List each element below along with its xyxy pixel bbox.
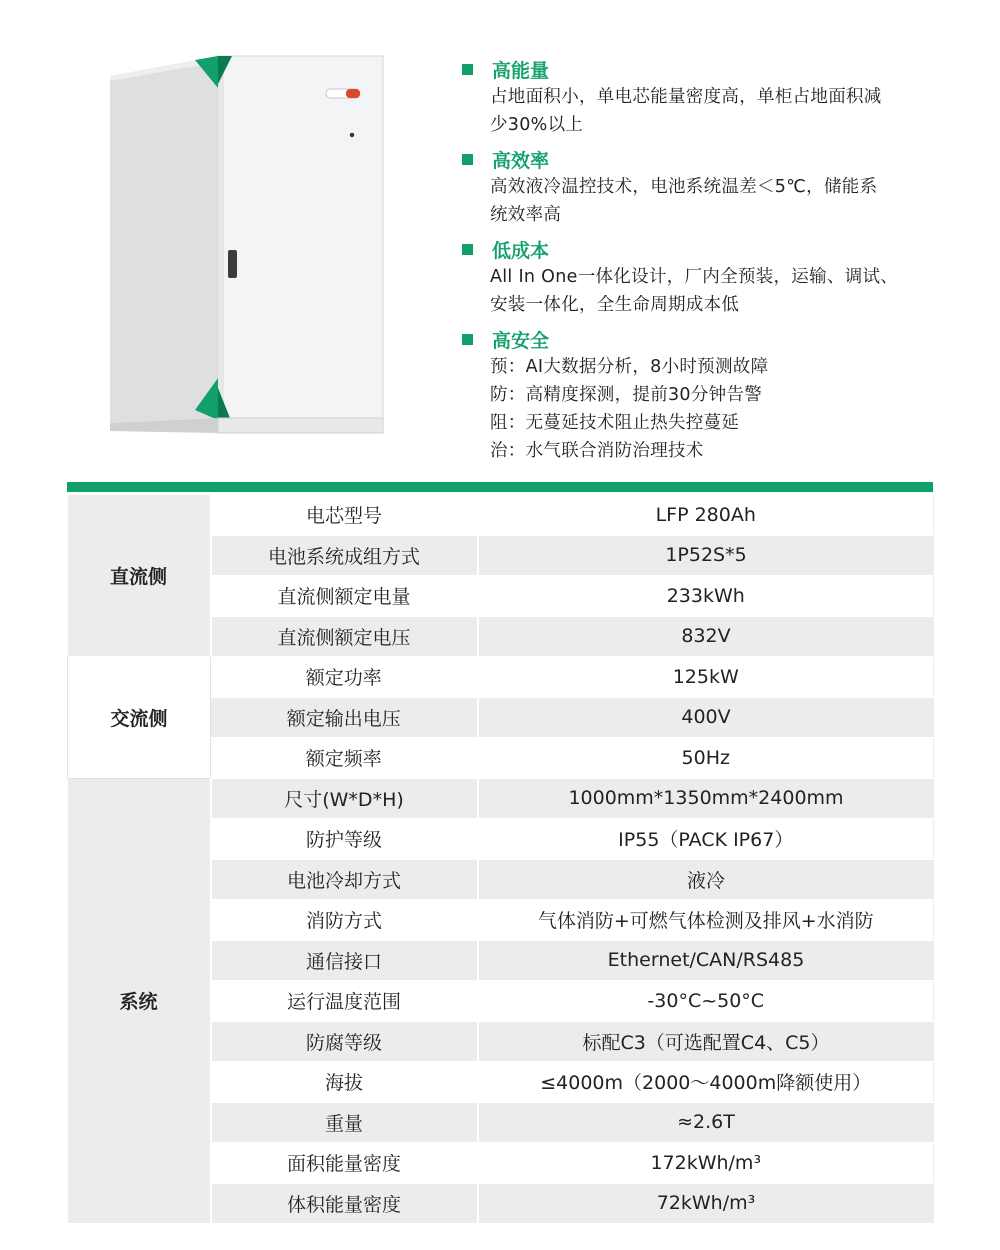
row-name: 海拔: [211, 1062, 478, 1103]
feature-high-safety: [460, 325, 960, 465]
row-value: LFP 280Ah: [478, 495, 934, 535]
row-name: 防腐等级: [211, 1021, 478, 1062]
feature-list: [460, 55, 960, 471]
row-name: 电芯型号: [211, 495, 478, 535]
row-value: ≤4000m（2000～4000m降额使用）: [478, 1062, 934, 1103]
row-value: 气体消防+可燃气体检测及排风+水消防: [478, 900, 934, 941]
section-label-system: 系统: [68, 778, 211, 1224]
table-top-bar: [67, 482, 933, 492]
table-row: [68, 495, 934, 535]
row-name: 体积能量密度: [211, 1183, 478, 1224]
row-value: 72kWh/m³: [478, 1183, 934, 1224]
row-name: 额定功率: [211, 657, 478, 698]
feature-line: 安装一体化，全生命周期成本低: [490, 295, 740, 315]
table-row: [68, 657, 934, 698]
row-name: 防护等级: [211, 819, 478, 860]
feature-line: 阻：无蔓延技术阻止热失控蔓延: [490, 413, 740, 433]
row-value: ≈2.6T: [478, 1102, 934, 1143]
row-name: 额定输出电压: [211, 697, 478, 738]
row-value: Ethernet/CAN/RS485: [478, 940, 934, 981]
spec-table: [67, 495, 934, 1224]
row-name: 尺寸(W*D*H): [211, 778, 478, 819]
feature-line: 治：水气联合消防治理技术: [490, 441, 704, 461]
row-value: 1P52S*5: [478, 535, 934, 576]
row-value: IP55（PACK IP67）: [478, 819, 934, 860]
row-name: 直流侧额定电量: [211, 576, 478, 617]
section-label-ac: 交流侧: [68, 657, 211, 779]
feature-title: 高效率: [492, 149, 550, 172]
row-name: 直流侧额定电压: [211, 616, 478, 657]
green-square-icon: [462, 154, 473, 165]
row-name: 面积能量密度: [211, 1143, 478, 1184]
row-value: 233kWh: [478, 576, 934, 617]
row-value: 标配C3（可选配置C4、C5）: [478, 1021, 934, 1062]
feature-line: All In One一体化设计，厂内全预装，运输、调试、: [490, 267, 899, 287]
row-name: 额定频率: [211, 738, 478, 779]
row-value: 125kW: [478, 657, 934, 698]
feature-line: 高效液冷温控技术，电池系统温差＜5℃，储能系: [490, 177, 878, 197]
row-value: 400V: [478, 697, 934, 738]
feature-title: 低成本: [492, 239, 550, 262]
row-name: 电池冷却方式: [211, 859, 478, 900]
row-value: 832V: [478, 616, 934, 657]
row-value: 172kWh/m³: [478, 1143, 934, 1184]
feature-line: 统效率高: [490, 205, 562, 225]
row-name: 通信接口: [211, 940, 478, 981]
feature-title: 高能量: [492, 59, 550, 82]
feature-high-energy: [460, 55, 960, 139]
table-row: [68, 778, 934, 819]
feature-low-cost: [460, 235, 960, 319]
green-square-icon: [462, 244, 473, 255]
feature-line: 占地面积小，单电芯能量密度高，单柜占地面积减: [490, 87, 882, 107]
row-name: 运行温度范围: [211, 981, 478, 1022]
feature-line: 预：AI大数据分析，8小时预测故障: [490, 357, 769, 377]
row-value: 液冷: [478, 859, 934, 900]
feature-line: 少30%以上: [490, 115, 584, 135]
green-square-icon: [462, 64, 473, 75]
feature-high-efficiency: [460, 145, 960, 229]
row-value: 50Hz: [478, 738, 934, 779]
section-label-dc: 直流侧: [68, 495, 211, 657]
row-value: 1000mm*1350mm*2400mm: [478, 778, 934, 819]
row-value: -30°C~50°C: [478, 981, 934, 1022]
row-name: 消防方式: [211, 900, 478, 941]
row-name: 重量: [211, 1102, 478, 1143]
feature-line: 防：高精度探测，提前30分钟告警: [490, 385, 763, 405]
green-square-icon: [462, 334, 473, 345]
row-name: 电池系统成组方式: [211, 535, 478, 576]
cabinet-image: [100, 48, 390, 438]
feature-title: 高安全: [492, 329, 550, 352]
